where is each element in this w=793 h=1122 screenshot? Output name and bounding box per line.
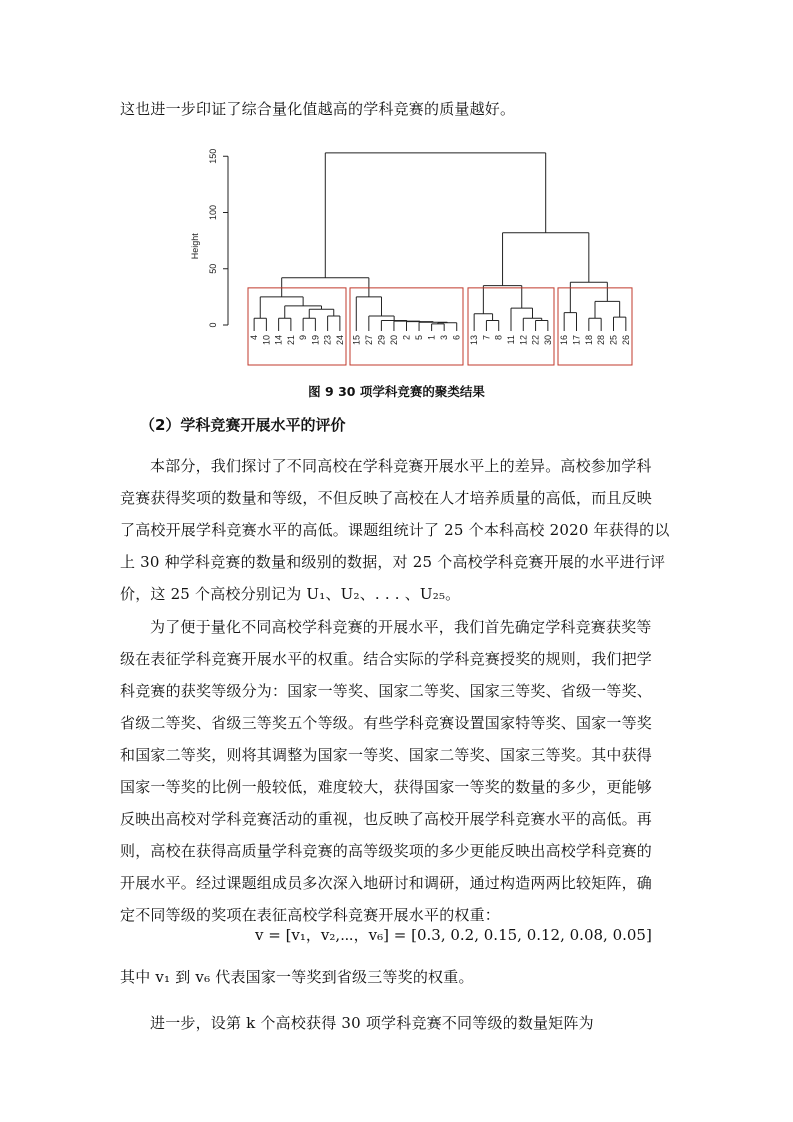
leaf-label: 30	[542, 335, 553, 346]
leaf-label: 9	[298, 335, 309, 341]
y-tick-label: 150	[208, 148, 218, 164]
leaf-label: 29	[376, 335, 387, 346]
leaf-label: 28	[596, 335, 607, 346]
paragraph-2-line: 国家一等奖的比例一般较低，难度较大，获得国家一等奖的数量的多少，更能够	[120, 778, 653, 796]
formula-rhs: [0.3, 0.2, 0.15, 0.12, 0.08, 0.05]	[411, 926, 652, 944]
cluster-box	[558, 288, 632, 365]
leaf-label: 10	[261, 335, 272, 346]
leaf-label: 24	[334, 335, 345, 346]
y-tick-label: 100	[208, 204, 218, 221]
leaf-label: 17	[571, 335, 582, 346]
leaf-label: 26	[620, 335, 631, 346]
leaf-label: 2	[401, 335, 412, 341]
leaf-label: 5	[414, 335, 425, 341]
paragraph-2-line: 则，高校在获得高质量学科竞赛的高等级奖项的多少更能反映出高校学科竞赛的	[120, 842, 653, 860]
leaf-label: 11	[506, 335, 516, 345]
leaf-label: 4	[249, 335, 260, 341]
intro-line: 这也进一步印证了综合量化值越高的学科竞赛的质量越好。	[120, 100, 516, 118]
leaf-label: 7	[481, 335, 492, 341]
formula-lhs: v = [v₁，v₂,⋯，v₆] =	[255, 926, 412, 944]
section-heading: （2）学科竞赛开展水平的评价	[140, 416, 346, 434]
paragraph-4: 进一步，设第 k 个高校获得 30 项学科竞赛不同等级的数量矩阵为	[150, 1014, 594, 1032]
leaf-label: 19	[310, 335, 321, 346]
leaf-label: 12	[518, 335, 529, 346]
paragraph-2-line: 级在表征学科竞赛开展水平的权重。结合实际的学科竞赛授奖的规则，我们把学	[120, 650, 653, 668]
paragraph-2-line: 反映出高校对学科竞赛活动的重视，也反映了高校开展学科竞赛水平的高低。再	[120, 810, 653, 828]
leaf-label: 20	[388, 335, 399, 346]
paragraph-1-line: 竞赛获得奖项的数量和等级，不但反映了高校在人才培养质量的高低，而且反映	[120, 489, 653, 507]
leaf-label: 8	[493, 335, 504, 341]
y-tick-label: 50	[208, 263, 218, 274]
leaf-label: 25	[608, 335, 619, 346]
cluster-box	[248, 288, 346, 365]
y-tick-label: 0	[208, 322, 218, 328]
leaf-label: 21	[285, 335, 296, 346]
paragraph-2-line: 开展水平。经过课题组成员多次深入地研讨和调研，通过构造两两比较矩阵，确	[120, 874, 653, 892]
leaf-label: 18	[583, 335, 594, 346]
paragraph-2-line: 和国家二等奖，则将其调整为国家一等奖、国家二等奖、国家三等奖。其中获得	[120, 746, 653, 764]
paragraph-2-line: 为了便于量化不同高校学科竞赛的开展水平，我们首先确定学科竞赛获奖等	[150, 618, 652, 636]
leaf-label: 14	[273, 335, 284, 346]
leaf-label: 3	[439, 335, 450, 341]
y-axis-label: Height	[190, 233, 200, 260]
leaf-label: 15	[351, 335, 362, 346]
paragraph-1-line: 上 30 种学科竞赛的数量和级别的数据，对 25 个高校学科竞赛开展的水平进行评	[120, 553, 666, 571]
leaf-label: 27	[363, 335, 374, 346]
leaf-label: 23	[322, 335, 333, 346]
leaf-label: 16	[559, 335, 570, 346]
paragraph-3: 其中 v₁ 到 v₆ 代表国家一等奖到省级三等奖的权重。	[120, 968, 474, 986]
paragraph-1-line: 价，这 25 个高校分别记为 U₁、U₂、. . . 、U₂₅。	[120, 585, 461, 603]
paragraph-2-line: 定不同等级的奖项在表征高校学科竞赛开展水平的权重：	[120, 906, 501, 924]
paragraph-1-line: 了高校开展学科竞赛水平的高低。课题组统计了 25 个本科高校 2020 年获得的以	[120, 521, 670, 539]
paragraph-2-line: 科竞赛的获奖等级分为：国家一等奖、国家二等奖、国家三等奖、省级一等奖、	[120, 682, 653, 700]
paragraph-1-line: 本部分，我们探讨了不同高校在学科竞赛开展水平上的差异。高校参加学科	[150, 457, 652, 475]
leaf-label: 22	[530, 335, 541, 346]
paragraph-2-line: 省级二等奖、省级三等奖五个等级。有些学科竞赛设置国家特等奖、国家一等奖	[120, 714, 653, 732]
leaf-label: 1	[426, 335, 437, 341]
weight-formula	[255, 924, 652, 945]
dendrogram-figure	[170, 135, 650, 375]
leaf-label: 6	[451, 335, 462, 341]
figure-caption: 图 9 30 项学科竞赛的聚类结果	[308, 384, 485, 399]
leaf-label: 13	[469, 335, 480, 346]
